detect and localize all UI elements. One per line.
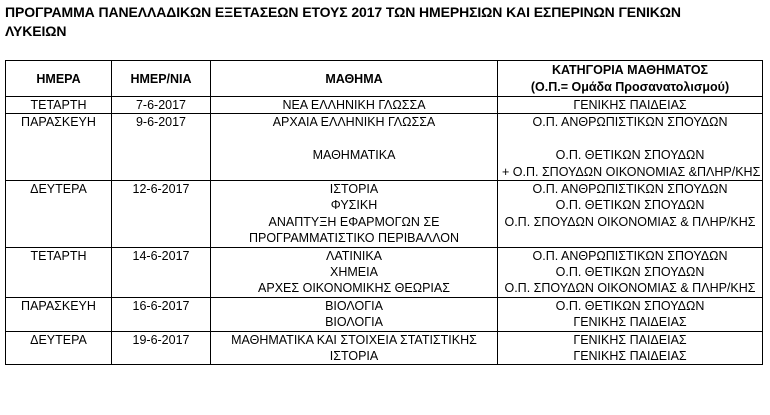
- category-line: Ο.Π. ΑΝΘΡΩΠΙΣΤΙΚΩΝ ΣΠΟΥΔΩΝ: [532, 248, 728, 263]
- table-row: [6, 181, 763, 248]
- header-category: [498, 61, 763, 97]
- category-line: ΓΕΝΙΚΗΣ ΠΑΙΔΕΙΑΣ: [573, 332, 687, 347]
- subject-line: ΑΡΧΑΙΑ ΕΛΛΗΝΙΚΗ ΓΛΩΣΣΑ: [272, 115, 436, 130]
- category-line: ΓΕΝΙΚΗΣ ΠΑΙΔΕΙΑΣ: [573, 349, 687, 364]
- exam-categories: [498, 97, 763, 114]
- subject-line: ΠΡΟΓΡΑΜΜΑΤΙΣΤΙΚΟ ΠΕΡΙΒΑΛΛΟΝ: [248, 231, 460, 246]
- subject-line: ΜΑΘΗΜΑΤΙΚΑ: [312, 148, 396, 163]
- header-category-note: (Ο.Π.= Ομάδα Προσανατολισμού): [530, 79, 730, 94]
- category-line: Ο.Π. ΑΝΘΡΩΠΙΣΤΙΚΩΝ ΣΠΟΥΔΩΝ: [532, 115, 728, 130]
- exam-categories: [498, 114, 763, 181]
- table-row: [6, 97, 763, 114]
- header-category-title: ΚΑΤΗΓΟΡΙΑ ΜΑΘΗΜΑΤΟΣ: [551, 63, 709, 78]
- subject-line: ΧΗΜΕΙΑ: [330, 265, 378, 280]
- exam-categories: [498, 331, 763, 365]
- exam-subjects: [211, 97, 498, 114]
- category-line: Ο.Π. ΘΕΤΙΚΩΝ ΣΠΟΥΔΩΝ: [555, 298, 705, 313]
- exam-categories: [498, 297, 763, 331]
- exam-schedule-table: [5, 60, 763, 365]
- category-line: [502, 131, 758, 147]
- exam-date: 16-6-2017: [112, 297, 211, 331]
- subject-line: ΜΑΘΗΜΑΤΙΚΑ ΚΑΙ ΣΤΟΙΧΕΙΑ ΣΤΑΤΙΣΤΙΚΗΣ: [231, 332, 477, 347]
- exam-day: ΔΕΥΤΕΡΑ: [6, 331, 112, 365]
- subject-line: [215, 131, 493, 147]
- exam-date: 14-6-2017: [112, 247, 211, 297]
- exam-day: ΠΑΡΑΣΚΕΥΗ: [6, 114, 112, 181]
- exam-subjects: [211, 247, 498, 297]
- exam-date: 19-6-2017: [112, 331, 211, 365]
- category-line: Ο.Π. ΣΠΟΥΔΩΝ ΟΙΚΟΝΟΜΙΑΣ & ΠΛΗΡ/ΚΗΣ: [504, 281, 756, 296]
- table-row: [6, 297, 763, 331]
- category-line: Ο.Π. ΣΠΟΥΔΩΝ ΟΙΚΟΝΟΜΙΑΣ & ΠΛΗΡ/ΚΗΣ: [504, 214, 756, 229]
- subject-line: ΙΣΤΟΡΙΑ: [329, 182, 379, 197]
- exam-subjects: [211, 331, 498, 365]
- header-subject: ΜΑΘΗΜΑ: [211, 61, 498, 97]
- exam-categories: [498, 181, 763, 248]
- subject-line: ΑΡΧΕΣ ΟΙΚΟΝΟΜΙΚΗΣ ΘΕΩΡΙΑΣ: [258, 281, 450, 296]
- exam-day: ΠΑΡΑΣΚΕΥΗ: [6, 297, 112, 331]
- category-line: ΓΕΝΙΚΗΣ ΠΑΙΔΕΙΑΣ: [573, 98, 687, 112]
- schedule-body: [6, 97, 763, 365]
- header-day: ΗΜΕΡΑ: [6, 61, 112, 97]
- table-row: [6, 114, 763, 181]
- subject-line: ΙΣΤΟΡΙΑ: [329, 349, 379, 364]
- category-line: Ο.Π. ΑΝΘΡΩΠΙΣΤΙΚΩΝ ΣΠΟΥΔΩΝ: [532, 182, 728, 197]
- category-line: Ο.Π. ΘΕΤΙΚΩΝ ΣΠΟΥΔΩΝ: [555, 148, 705, 163]
- header-date: ΗΜΕΡ/ΝΙΑ: [112, 61, 211, 97]
- subject-line: ΦΥΣΙΚΗ: [330, 198, 378, 213]
- category-line: [502, 230, 758, 246]
- table-row: [6, 247, 763, 297]
- document-title: ΠΡΟΓΡΑΜΜΑ ΠΑΝΕΛΛΑΔΙΚΩΝ ΕΞΕΤΑΣΕΩΝ ΕΤΟΥΣ 2017 ΤΩΝ ΗΜΕΡΗΣΙΩΝ ΚΑΙ ΕΣΠΕΡΙΝΩΝ ΓΕΝΙΚΩΝ ΛΥΚΕΙΩΝ: [5, 4, 681, 39]
- exam-subjects: [211, 114, 498, 181]
- category-line: Ο.Π. ΘΕΤΙΚΩΝ ΣΠΟΥΔΩΝ: [555, 265, 705, 280]
- table-row: [6, 331, 763, 365]
- exam-day: ΤΕΤΑΡΤΗ: [6, 97, 112, 114]
- exam-day: ΤΕΤΑΡΤΗ: [6, 247, 112, 297]
- subject-line: ΒΙΟΛΟΓΙΑ: [325, 298, 383, 313]
- exam-subjects: [211, 181, 498, 248]
- subject-line: ΝΕΑ ΕΛΛΗΝΙΚΗ ΓΛΩΣΣΑ: [282, 98, 426, 112]
- exam-date: 9-6-2017: [112, 114, 211, 181]
- header-row: [6, 61, 763, 97]
- exam-subjects: [211, 297, 498, 331]
- subject-line: ΒΙΟΛΟΓΙΑ: [325, 315, 383, 330]
- exam-date: 12-6-2017: [112, 181, 211, 248]
- exam-day: ΔΕΥΤΕΡΑ: [6, 181, 112, 248]
- exam-date: 7-6-2017: [112, 97, 211, 114]
- subject-line: ΑΝΑΠΤΥΞΗ ΕΦΑΡΜΟΓΩΝ ΣΕ: [268, 214, 440, 229]
- subject-line: [215, 164, 493, 180]
- category-line: Ο.Π. ΘΕΤΙΚΩΝ ΣΠΟΥΔΩΝ: [555, 198, 705, 213]
- exam-categories: [498, 247, 763, 297]
- category-line: ΓΕΝΙΚΗΣ ΠΑΙΔΕΙΑΣ: [573, 315, 687, 330]
- subject-line: ΛΑΤΙΝΙΚΑ: [325, 248, 383, 263]
- category-line: + Ο.Π. ΣΠΟΥΔΩΝ ΟΙΚΟΝΟΜΙΑΣ &ΠΛΗΡ/ΚΗΣ: [502, 164, 761, 179]
